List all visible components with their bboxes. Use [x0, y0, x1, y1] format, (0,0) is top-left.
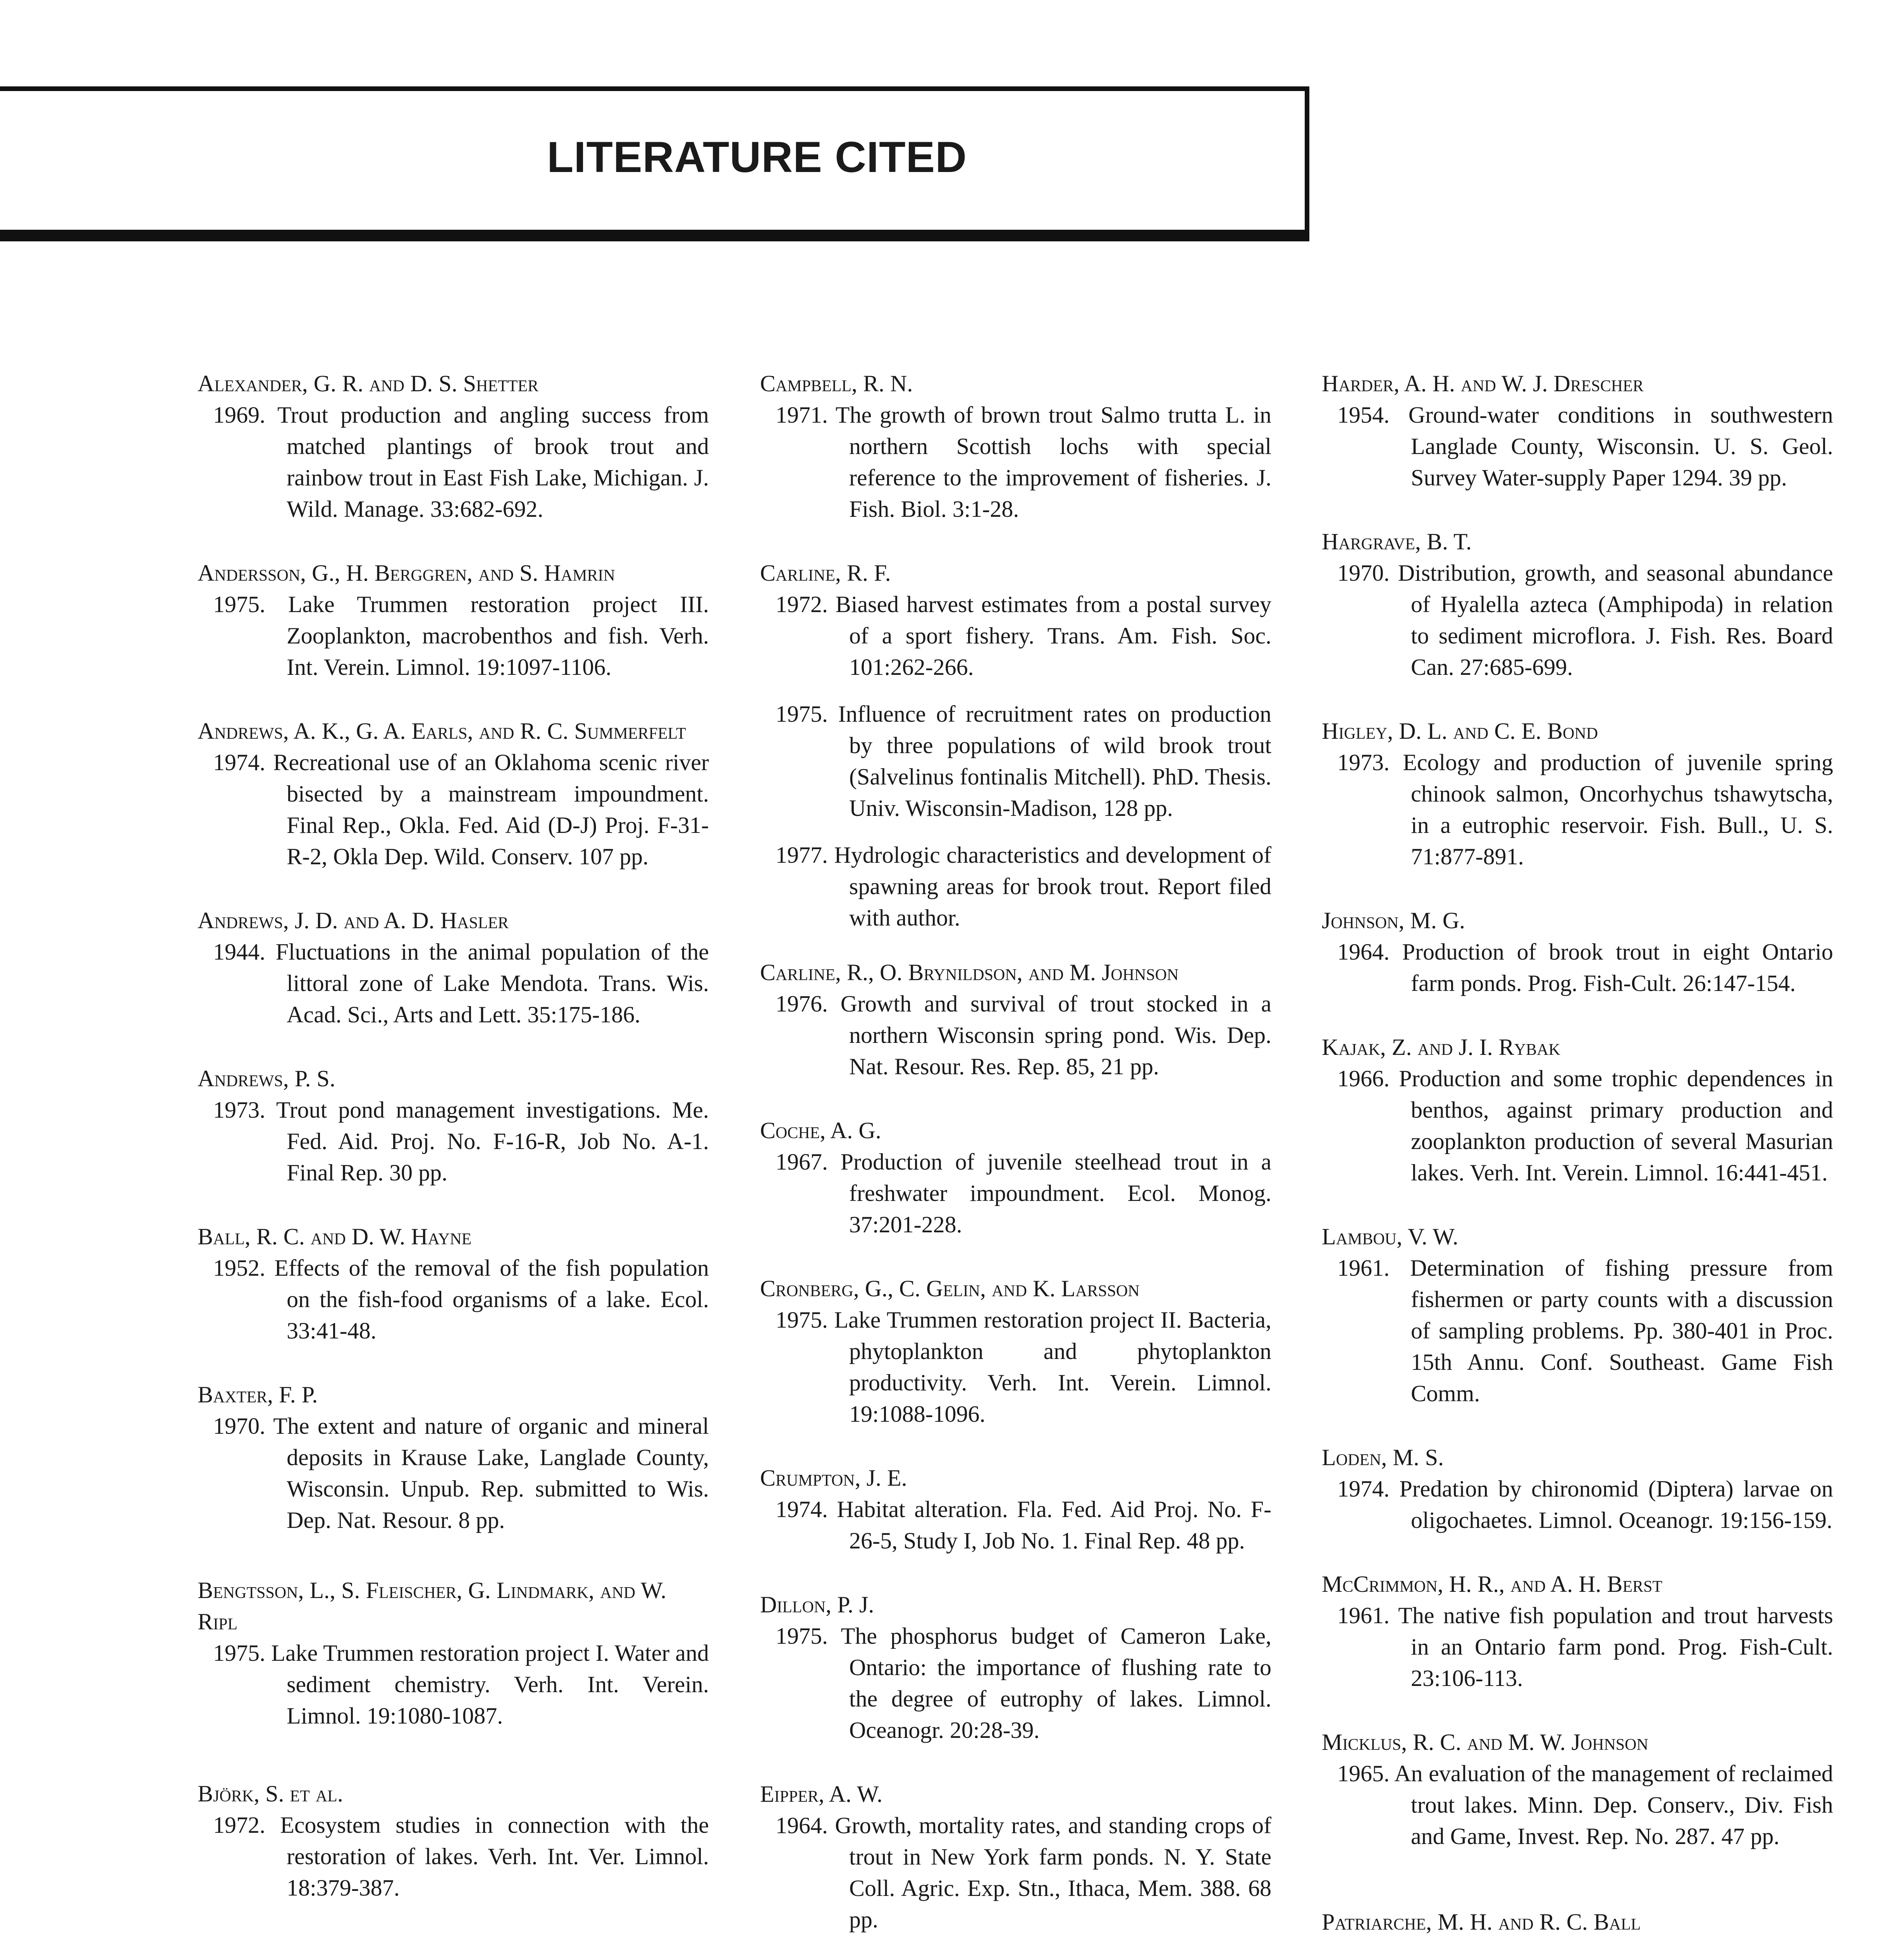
reference-entry — [1322, 1442, 1833, 1536]
reference-citation: 1972. Ecosystem studies in connection with the restoration of lakes. Verh. Int. Ver. Limnol. 18:379-387. — [213, 1812, 709, 1901]
reference-entry — [1322, 1727, 1833, 1852]
reference-citation: 1966. Production and some trophic dependences in benthos, against primary production and zooplankton production of several Masurian lakes. Verh. Int. Verein. Limnol. 16:441-451. — [1337, 1066, 1833, 1185]
reference-author: Andrews, P. S. — [198, 1066, 335, 1091]
reference-author: Andrews, A. K., G. A. Earls, and R. C. Summerfelt — [198, 718, 686, 744]
reference-entry — [198, 1063, 709, 1189]
reference-entry — [198, 716, 709, 872]
reference-citation: 1954. Ground-water conditions in southwestern Langlade County, Wisconsin. U. S. Geol. Survey Water-supply Paper 1294. 39 pp. — [1337, 402, 1833, 490]
reference-author: Kajak, Z. and J. I. Rybak — [1322, 1034, 1560, 1060]
reference-citation: 1975. Influence of recruitment rates on production by three populations of wild brook trout (Salvelinus fontinalis Mitchell). PhD. Thesis. Univ. Wisconsin-Madison, 128 pp. — [776, 701, 1271, 821]
reference-entry — [760, 1273, 1271, 1430]
reference-citation: 1944. Fluctuations in the animal population of the littoral zone of Lake Mendota. Trans. Wis. Acad. Sci., Arts and Lett. 35:175-186. — [213, 939, 709, 1027]
reference-citation: 1970. Distribution, growth, and seasonal abundance of Hyalella azteca (Amphipoda) in relation to sediment microflora. J. Fish. Res. Board Can. 27:685-699. — [1337, 560, 1833, 680]
reference-citation: 1975. The phosphorus budget of Cameron Lake, Ontario: the importance of flushing rate to the degree of eutrophy of lakes. Limnol. Oceanogr. 20:28-39. — [776, 1623, 1271, 1743]
reference-author: Cronberg, G., C. Gelin, and K. Larsson — [760, 1276, 1140, 1301]
reference-entry — [198, 1575, 709, 1732]
reference-entry — [198, 905, 709, 1030]
reference-author: Alexander, G. R. and D. S. Shetter — [198, 371, 539, 396]
reference-entry — [198, 1221, 709, 1347]
reference-citation: 1971. The growth of brown trout Salmo trutta L. in northern Scottish lochs with special reference to the improvement of fisheries. J. Fish. Biol. 3:1-28. — [776, 402, 1271, 522]
reference-author: Micklus, R. C. and M. W. Johnson — [1322, 1729, 1648, 1755]
reference-author: Bengtsson, L., S. Fleischer, G. Lindmark, and W. Ripl — [198, 1577, 667, 1634]
reference-entry — [1322, 368, 1833, 494]
reference-author: Coche, A. G. — [760, 1118, 881, 1143]
reference-author: Harder, A. H. and W. J. Drescher — [1322, 371, 1644, 396]
reference-author: McCrimmon, H. R., and A. H. Berst — [1322, 1571, 1663, 1597]
reference-citation: 1972. Biased harvest estimates from a postal survey of a sport fishery. Trans. Am. Fish. Soc. 101:262-266. — [776, 592, 1271, 680]
column-1 — [198, 368, 709, 1937]
reference-entry — [760, 1589, 1271, 1746]
reference-author: Carline, R., O. Brynildson, and M. Johnson — [760, 960, 1179, 985]
reference-entry — [1322, 526, 1833, 683]
column-3 — [1322, 368, 1833, 1937]
reference-citation: 1974. Predation by chironomid (Diptera) larvae on oligochaetes. Limnol. Oceanogr. 19:156-159. — [1337, 1476, 1833, 1533]
reference-entry — [198, 1379, 709, 1536]
reference-author: Carline, R. F. — [760, 560, 891, 586]
reference-citation: 1976. Growth and survival of trout stocked in a northern Wisconsin spring pond. Wis. Dep. Nat. Resour. Res. Rep. 85, 21 pp. — [776, 991, 1271, 1079]
reference-citation: 1961. Determination of fishing pressure from fishermen or party counts with a discussion of sampling problems. Pp. 380-401 in Proc. 15th Annu. Conf. Southeast. Game Fish Comm. — [1337, 1255, 1833, 1406]
reference-citation: 1952. Effects of the removal of the fish population on the fish-food organisms of a lake. Ecol. 33:41-48. — [213, 1255, 709, 1344]
reference-author: Eipper, A. W. — [760, 1781, 883, 1807]
reference-entry — [760, 1462, 1271, 1557]
reference-citation: 1974. Habitat alteration. Fla. Fed. Aid Proj. No. F-26-5, Study I, Job No. 1. Final Rep. 48 pp. — [776, 1497, 1271, 1553]
reference-citation: 1975. Lake Trummen restoration project II. Bacteria, phytoplankton and phytoplankton productivity. Verh. Int. Verein. Limnol. 19:1088-1096. — [776, 1307, 1271, 1427]
reference-citation: 1969. Trout production and angling success from matched plantings of brook trout and rainbow trout in East Fish Lake, Michigan. J. Wild. Manage. 33:682-692. — [213, 402, 709, 522]
reference-author: Ball, R. C. and D. W. Hayne — [198, 1224, 472, 1249]
reference-author: Hargrave, B. T. — [1322, 529, 1472, 554]
reference-entry — [198, 1778, 709, 1904]
reference-entry — [198, 368, 709, 525]
reference-entry — [1322, 1906, 1833, 1937]
reference-citation: 1961. The native fish population and trout harvests in an Ontario farm pond. Prog. Fish-Cult. 23:106-113. — [1337, 1603, 1833, 1691]
reference-author: Andrews, J. D. and A. D. Hasler — [198, 908, 509, 933]
reference-author: Andersson, G., H. Berggren, and S. Hamrin — [198, 560, 615, 586]
reference-author: Campbell, R. N. — [760, 371, 913, 396]
reference-entry — [1322, 1569, 1833, 1694]
reference-author: Baxter, F. P. — [198, 1382, 318, 1407]
reference-entry — [760, 1115, 1271, 1240]
reference-citation: 1975. Lake Trummen restoration project III. Zooplankton, macrobenthos and fish. Verh. Int. Verein. Limnol. 19:1097-1106. — [213, 592, 709, 680]
reference-entry — [760, 1779, 1271, 1935]
reference-citation: 1977. Hydrologic characteristics and development of spawning areas for brook trout. Report filed with author. — [776, 842, 1271, 931]
reference-author: Patriarche, M. H. and R. C. Ball — [1322, 1909, 1641, 1935]
reference-author: Crumpton, J. E. — [760, 1465, 907, 1491]
reference-author: Björk, S. et al. — [198, 1781, 343, 1806]
reference-entry — [1322, 1221, 1833, 1409]
reference-author: Dillon, P. J. — [760, 1592, 874, 1617]
reference-citation: 1973. Ecology and production of juvenile spring chinook salmon, Oncorhychus tshawytscha, in a eutrophic reservoir. Fish. Bull., U. S. 71:877-891. — [1337, 750, 1833, 869]
reference-author: Higley, D. L. and C. E. Bond — [1322, 718, 1598, 744]
reference-entry — [760, 557, 1271, 934]
column-2 — [760, 368, 1271, 1937]
reference-citation: 1975. Lake Trummen restoration project I. Water and sediment chemistry. Verh. Int. Verein. Limnol. 19:1080-1087. — [213, 1640, 709, 1729]
reference-entry — [760, 368, 1271, 525]
reference-entry — [1322, 1032, 1833, 1189]
reference-author: Loden, M. S. — [1322, 1445, 1444, 1470]
reference-citation: 1970. The extent and nature of organic and mineral deposits in Krause Lake, Langlade County, Wisconsin. Unpub. Rep. submitted to Wis. Dep. Nat. Resour. 8 pp. — [213, 1413, 709, 1533]
reference-author: Lambou, V. W. — [1322, 1224, 1459, 1249]
page-title: LITERATURE CITED — [547, 133, 967, 181]
reference-author: Johnson, M. G. — [1322, 908, 1465, 933]
reference-citation: 1965. An evaluation of the management of reclaimed trout lakes. Minn. Dep. Conserv., Div. Fish and Game, Invest. Rep. No. 287. 47 pp. — [1337, 1761, 1833, 1849]
reference-citation: 1967. Production of juvenile steelhead trout in a freshwater impoundment. Ecol. Monog. 37:201-228. — [776, 1149, 1271, 1237]
reference-citation: 1964. Growth, mortality rates, and standing crops of trout in New York farm ponds. N. Y. State Coll. Agric. Exp. Stn., Ithaca, Mem. 388. 68 pp. — [776, 1813, 1271, 1932]
reference-citation: 1974. Recreational use of an Oklahoma scenic river bisected by a mainstream impoundment. Final Rep., Okla. Fed. Aid (D-J) Proj. F-31-R-2, Okla Dep. Wild. Conserv. 107 pp. — [213, 750, 709, 869]
reference-entry — [1322, 905, 1833, 999]
reference-entry — [760, 957, 1271, 1082]
reference-entry — [1322, 716, 1833, 872]
reference-citation: 1973. Trout pond management investigations. Me. Fed. Aid. Proj. No. F-16-R, Job No. A-1. Final Rep. 30 pp. — [213, 1097, 709, 1185]
reference-entry — [198, 557, 709, 683]
reference-citation: 1964. Production of brook trout in eight Ontario farm ponds. Prog. Fish-Cult. 26:147-154. — [1337, 939, 1833, 996]
